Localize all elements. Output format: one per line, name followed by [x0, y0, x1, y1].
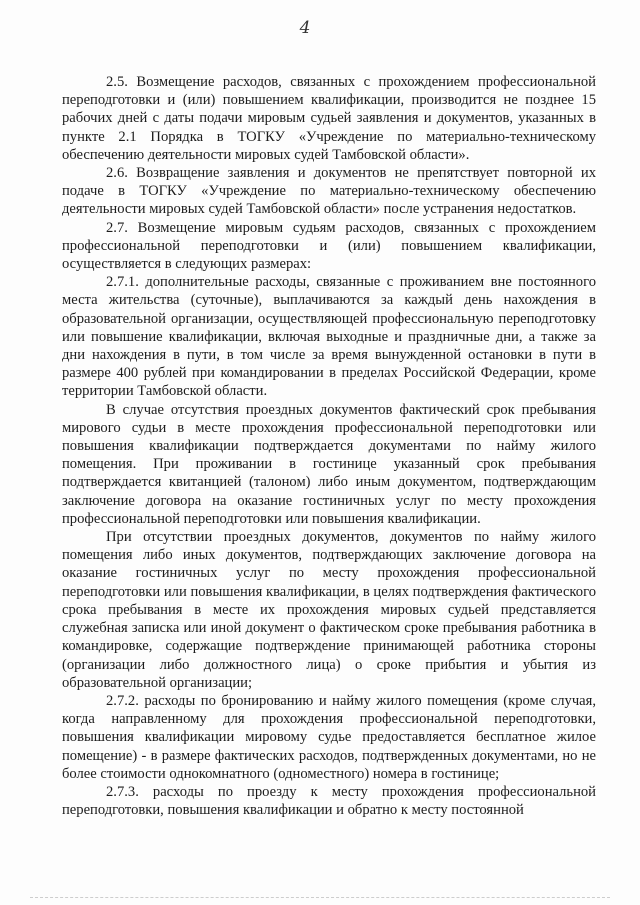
paragraph-2-6: 2.6. Возвращение заявления и документов не препятствует повторной их подаче в ТОГКУ «Учреждение по материально-техническому обеспечению деятельности мировых судей Тамбовской области» после устранения недостатков. — [62, 165, 596, 218]
paragraph-2-7: 2.7. Возмещение мировым судьям расходов, связанных с прохождением профессиональной переподготовки и (или) повышением квалификации, осуществляется в следующих размерах: — [62, 219, 596, 273]
document-body — [62, 73, 596, 819]
paragraph-2-7-3: 2.7.3. расходы по проезду к месту прохождения профессиональной переподготовки, повышения квалификации и обратно к месту постоянной — [62, 783, 596, 819]
page-number: 4 — [299, 18, 311, 38]
paragraph-no-travel-docs: В случае отсутствия проездных документов фактический срок пребывания мирового судьи в месте прохождения профессиональной переподготовки или повышения квалификации подтверждается документами по найму жилого помещения. При проживании в гостинице указанный срок пребывания подтверждается квитанцией (талоном) либо иным документом, подтверждающим заключение договора на оказание гостиничных услуг по месту прохождения профессиональной переподготовки или повышения квалификации. — [62, 401, 596, 527]
paragraph-2-7-2: 2.7.2. расходы по бронированию и найму жилого помещения (кроме случая, когда направленному для прохождения профессиональной переподготовки, повышения квалификации мировому судье предоставляется бесплатное жилое помещение) - в размере фактических расходов, подтвержденных документами, но не более стоимости однокомнатного (одноместного) номера в гостинице; — [62, 692, 596, 782]
paragraph-no-documents: При отсутствии проездных документов, документов по найму жилого помещения либо иных документов, подтверждающих заключение договора на оказание гостиничных услуг по месту прохождения профессиональной переподготовки или повышения квалификации, в целях подтверждения фактического срока пребывания в месте их прохождения мировых судьей представляется служебная записка или иной документ о фактическом сроке пребывания работника в командировке, содержащие подтверждение принимающей работника стороны (организации либо должностного лица) о сроке прибытия и убытия из образовательной организации; — [62, 529, 596, 691]
paragraph-2-5: 2.5. Возмещение расходов, связанных с прохождением профессиональной переподготовки и (или) повышением квалификации, производится не позднее 15 рабочих дней с даты подачи мировым судьей заявления и документов, указанных в пункте 2.1 Порядка в ТОГКУ «Учреждение по материально-техническому обеспечению деятельности мировых судей Тамбовской области». — [62, 74, 596, 163]
scan-edge-line — [30, 897, 610, 899]
paragraph-2-7-1: 2.7.1. дополнительные расходы, связанные с проживанием вне постоянного места жительства (суточные), выплачиваются за каждый день нахождения в образовательной организации, осуществляющей профессиональную переподготовку или повышение квалификации, включая выходные и праздничные дни, а также за дни нахождения в пути, в том числе за время вынужденной остановки в пути в размере 400 рублей при командировании в пределах Российской Федерации, кроме территории Тамбовской области. — [62, 274, 596, 400]
